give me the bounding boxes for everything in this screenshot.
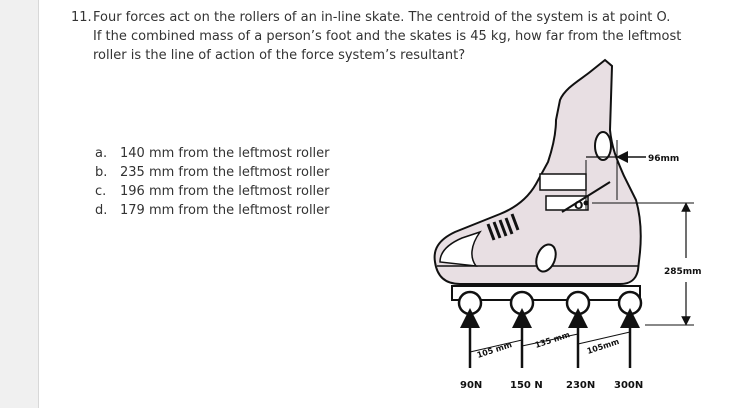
force-label-4: 300N xyxy=(614,380,644,391)
wheel-4 xyxy=(619,292,641,314)
question-line-2: If the combined mass of a person’s foot and the skates is 45 kg, how far from the leftmost xyxy=(93,29,682,44)
option-letter: c. xyxy=(95,184,107,199)
option-text: 179 mm from the leftmost roller xyxy=(120,203,330,218)
option-letter: b. xyxy=(95,165,108,180)
wheel-3 xyxy=(567,292,589,314)
wheel-1 xyxy=(459,292,481,314)
force-label-1: 90N xyxy=(460,380,483,391)
option-letter: a. xyxy=(95,146,108,161)
force-label-3: 230N xyxy=(566,380,596,391)
option-text: 235 mm from the leftmost roller xyxy=(120,165,330,180)
buckle-upper xyxy=(540,174,586,190)
option-text: 140 mm from the leftmost roller xyxy=(120,146,330,161)
dim-285-label: 285mm xyxy=(664,267,702,277)
skate-diagram xyxy=(425,55,715,405)
spacing-label-3: 105mm xyxy=(585,337,621,356)
centroid-label: O xyxy=(574,199,584,212)
option-letter: d. xyxy=(95,203,108,218)
spacing-label-1: 105 mm xyxy=(475,340,514,360)
force-label-2: 150 N xyxy=(510,380,543,391)
question-line-3: roller is the line of action of the force system’s resultant? xyxy=(93,48,466,63)
dim-96-label: 96mm xyxy=(648,154,680,164)
wheel-2 xyxy=(511,292,533,314)
spacing-label-2: 135 mm xyxy=(533,330,572,350)
question-number: 11. xyxy=(71,10,92,25)
question-line-1: Four forces act on the rollers of an in-line skate. The centroid of the system is at point O. xyxy=(93,10,671,25)
cuff-hole xyxy=(595,132,611,160)
option-text: 196 mm from the leftmost roller xyxy=(120,184,330,199)
